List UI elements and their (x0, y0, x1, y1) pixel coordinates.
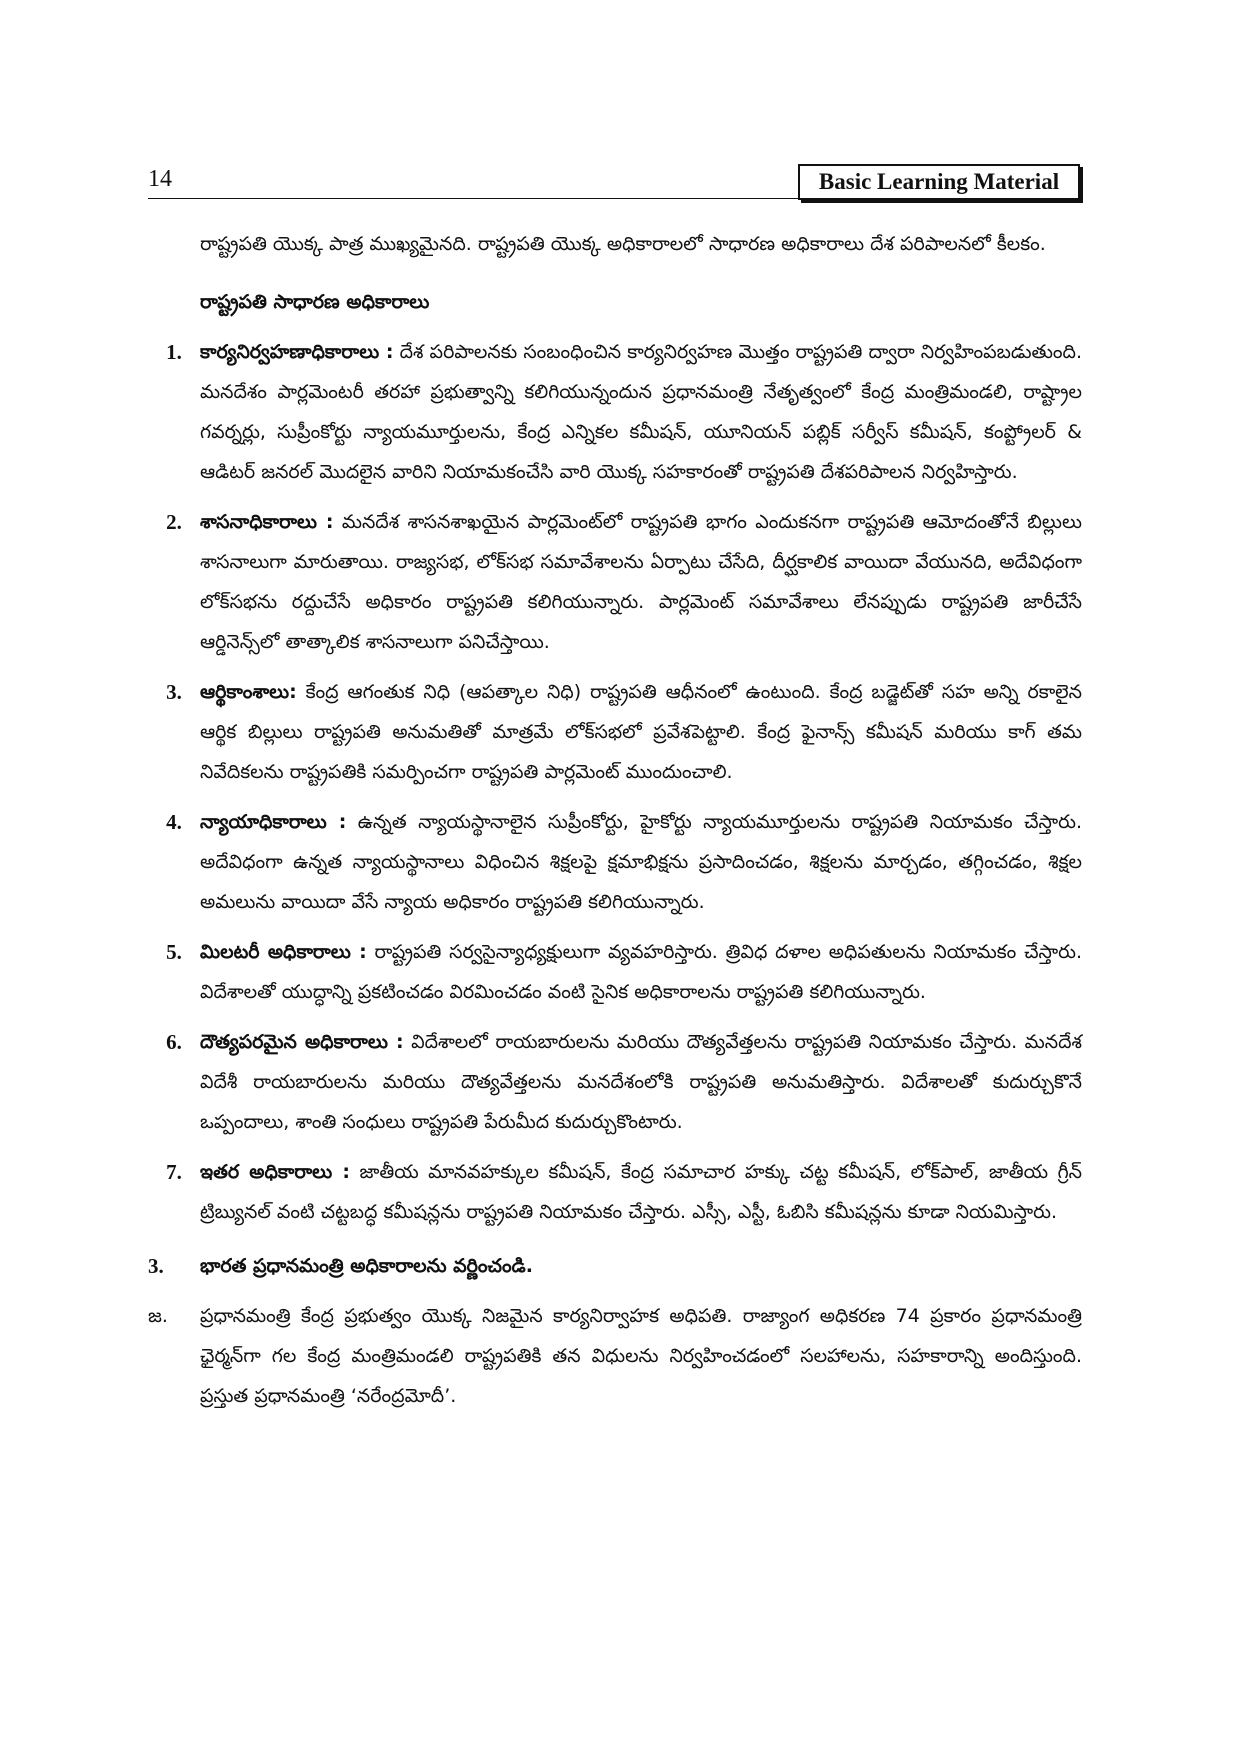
item-text: కేంద్ర ఆగంతుక నిధి (ఆపత్కాల నిధి) రాష్ట్రపతి ఆధీనంలో ఉంటుంది. కేంద్ర బడ్జెట్‌తో సహ అన్ని రకాలైన ఆర్థిక బిల్లులు రాష్ట్రపతి అనుమతితో మాత్రమే లోక్‌సభలో ప్రవేశపెట్టాలి. కేంద్ర ఫైనాన్స్ కమీషన్ మరియు కాగ్ తమ నివేదికలను రాష్ట్రపతికి సమర్పించగా రాష్ట్రపతి పార్లమెంట్ ముందుంచాలి. (200, 681, 1082, 783)
item-body (200, 1022, 1082, 1142)
item-term: మిలటరీ అధికారాలు : (200, 941, 367, 963)
item-text: జాతీయ మానవహక్కుల కమీషన్, కేంద్ర సమాచార హక్కు చట్ట కమీషన్, లోక్‌పాల్, జాతీయ గ్రీన్ ట్రిబ్యునల్ వంటి చట్టబద్ధ కమీషన్లను రాష్ట్రపతి నియామకం చేస్తారు. ఎస్సీ, ఎస్టీ, ఓబిసి కమీషన్లను కూడా నియమిస్తారు. (200, 1161, 1082, 1223)
header-rule (148, 198, 1082, 199)
question (148, 1246, 1082, 1286)
item-text: విదేశాలలో రాయబారులను మరియు దౌత్యవేత్తలను రాష్ట్రపతి నియామకం చేస్తారు. మనదేశ విదేశీ రాయబారులను మరియు దౌత్యవేత్తలను మనదేశంలోకి రాష్ట్రపతి అనుమతిస్తారు. విదేశాలతో కుదుర్చుకొనే ఒప్పందాలు, శాంతి సంధులు రాష్ట్రపతి పేరుమీద కుదుర్చుకొంటారు. (200, 1031, 1082, 1133)
item-term: ఇతర అధికారాలు : (200, 1161, 350, 1183)
item-number: 7. (166, 1160, 182, 1184)
list-item (148, 672, 1082, 792)
question-text: భారత ప్రధానమంత్రి అధికారాలను వర్ణించండి. (200, 1255, 533, 1277)
item-term: ఆర్థికాంశాలు: (200, 681, 297, 703)
item-body (200, 502, 1082, 662)
answer (148, 1296, 1082, 1416)
item-text: మనదేశ శాసనశాఖయైన పార్లమెంట్‌లో రాష్ట్రపతి భాగం ఎందుకనగా రాష్ట్రపతి ఆమోదంతోనే బిల్లులు శాసనాలుగా మారుతాయి. రాజ్యసభ, లోక్‌సభ సమావేశాలను ఏర్పాటు చేసేది, దీర్ఘకాలిక వాయిదా వేయునది, అదేవిధంగా లోక్‌సభను రద్దుచేసే అధికారం రాష్ట్రపతి కలిగియున్నారు. పార్లమెంట్ సమావేశాలు లేనప్పుడు రాష్ట్రపతి జారీచేసే ఆర్డినెన్స్‌లో తాత్కాలిక శాసనాలుగా పనిచేస్తాయి. (200, 511, 1082, 653)
list-item (148, 332, 1082, 492)
list-item (148, 1152, 1082, 1232)
running-title: Basic Learning Material (798, 164, 1080, 200)
item-text: ఉన్నత న్యాయస్థానాలైన సుప్రీంకోర్టు, హైకోర్టు న్యాయమూర్తులను రాష్ట్రపతి నియామకం చేస్తారు. అదేవిధంగా ఉన్నత న్యాయస్థానాలు విధించిన శిక్షలపై క్షమాభిక్షను ప్రసాదించడం, శిక్షలను మార్చడం, తగ్గించడం, శిక్షల అమలును వాయిదా వేసే న్యాయ అధికారం రాష్ట్రపతి కలిగియున్నారు. (200, 811, 1082, 913)
item-body (200, 332, 1082, 492)
item-number: 4. (166, 810, 182, 834)
item-text: దేశ పరిపాలనకు సంబంధించిన కార్యనిర్వహణ మొత్తం రాష్ట్రపతి ద్వారా నిర్వహింపబడుతుంది. మనదేశం పార్లమెంటరీ తరహా ప్రభుత్వాన్ని కలిగియున్నందున ప్రధానమంత్రి నేతృత్వంలో కేంద్ర మంత్రిమండలి, రాష్ట్రాల గవర్నర్లు, సుప్రీంకోర్టు న్యాయమూర్తులను, కేంద్ర ఎన్నికల కమీషన్, యూనియన్ పబ్లిక్ సర్వీస్ కమీషన్, కంప్ట్రోలర్ & ఆడిటర్ జనరల్ మొదలైన వారిని నియామకంచేసి వారి యొక్క సహకారంతో రాష్ట్రపతి దేశపరిపాలన నిర్వహిస్తారు. (200, 341, 1082, 483)
item-number: 2. (166, 510, 182, 534)
intro-paragraph: రాష్ట్రపతి యొక్క పాత్ర ముఖ్యమైనది. రాష్ట్రపతి యొక్క అధికారాలలో సాధారణ అధికారాలు దేశ పరిపాలనలో కీలకం. (200, 233, 1046, 255)
item-body (200, 672, 1082, 792)
item-term: కార్యనిర్వహణాధికారాలు : (200, 341, 394, 363)
item-number: 3. (166, 680, 182, 704)
answer-text: ప్రధానమంత్రి కేంద్ర ప్రభుత్వం యొక్క నిజమైన కార్యనిర్వాహక అధిపతి. రాజ్యాంగ అధికరణ 74 ప్రకారం ప్రధానమంత్రి ఛైర్మన్‌గా గల కేంద్ర మంత్రిమండలి రాష్ట్రపతికి తన విధులను నిర్వహించడంలో సలహాలను, సహకారాన్ని అందిస్తుంది. ప్రస్తుత ప్రధానమంత్రి ‘నరేంద్రమోదీ’. (200, 1305, 1082, 1407)
item-body (200, 932, 1082, 1012)
item-body (200, 1152, 1082, 1232)
question-number: 3. (148, 1254, 164, 1278)
section-heading: రాష్ట్రపతి సాధారణ అధికారాలు (200, 291, 430, 313)
item-term: శాసనాధికారాలు : (200, 511, 334, 533)
item-number: 6. (166, 1030, 182, 1054)
item-number: 1. (166, 340, 182, 364)
answer-label: జ. (148, 1305, 168, 1327)
item-term: న్యాయాధికారాలు : (200, 811, 347, 833)
list-item (148, 502, 1082, 662)
page-content (148, 224, 1082, 1416)
item-number: 5. (166, 940, 182, 964)
item-term: దౌత్యపరమైన అధికారాలు : (200, 1031, 404, 1053)
item-body (200, 802, 1082, 922)
list-item (148, 802, 1082, 922)
page-number: 14 (148, 166, 172, 192)
list-item (148, 1022, 1082, 1142)
list-item (148, 932, 1082, 1012)
item-text: రాష్ట్రపతి సర్వసైన్యాధ్యక్షులుగా వ్యవహరిస్తారు. త్రివిధ దళాల అధిపతులను నియామకం చేస్తారు. విదేశాలతో యుద్ధాన్ని ప్రకటించడం విరమించడం వంటి సైనిక అధికారాలను రాష్ట్రపతి కలిగియున్నారు. (200, 941, 1082, 1003)
